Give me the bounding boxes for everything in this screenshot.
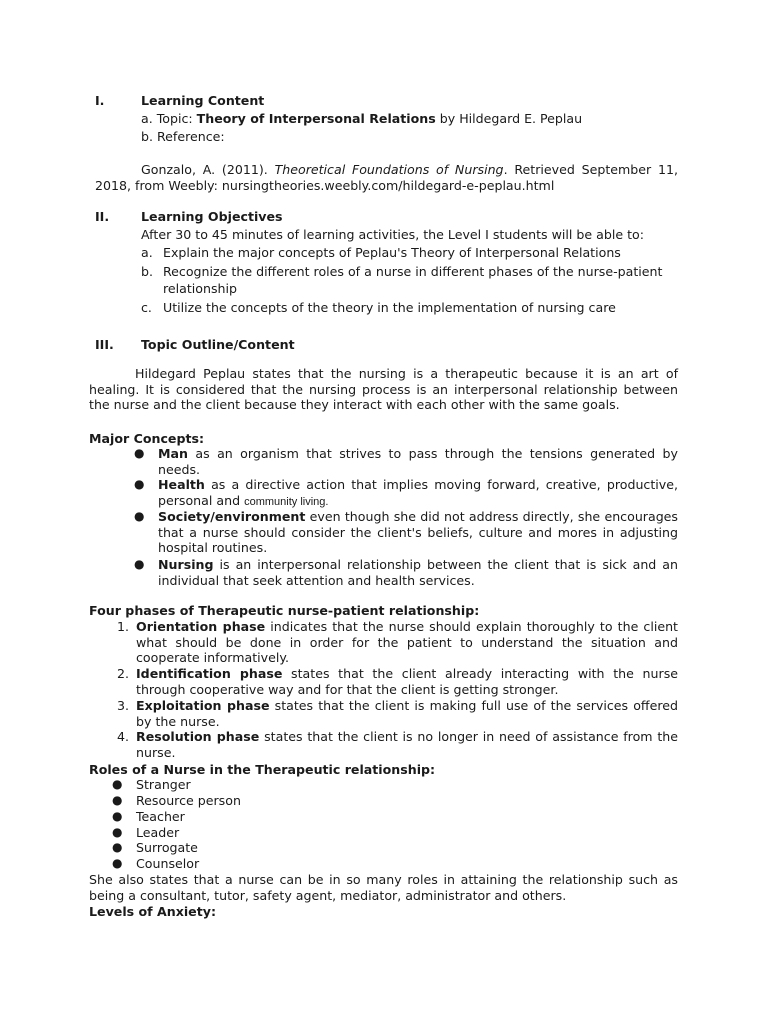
concept-health-small: community living.	[244, 495, 329, 508]
objective-b-text: Recognize the different roles of a nurse in different phases of the nurse-patient	[163, 264, 663, 279]
topic-line	[141, 111, 582, 127]
phase-resolution	[136, 729, 678, 760]
section-2-title: Learning Objectives	[141, 209, 283, 224]
bullet-icon: ●	[134, 477, 145, 491]
reference-rest: . Retrieved September 11,	[503, 162, 678, 177]
phases-heading: Four phases of Therapeutic nurse-patient relationship:	[89, 603, 480, 618]
phase-exploitation	[136, 698, 678, 729]
bullet-icon: ●	[112, 840, 123, 854]
concept-nursing-term: Nursing	[158, 557, 214, 572]
objective-b-marker: b.	[141, 264, 153, 279]
section-3-number: III.	[95, 337, 114, 352]
phase-orientation-text: indicates that the nurse should explain thoroughly to the client what should be done in order for the patient to understand the situation and cooperate informatively.	[136, 619, 678, 666]
reference-label: b. Reference:	[141, 129, 225, 144]
section-1-number: I.	[95, 93, 105, 108]
anxiety-heading: Levels of Anxiety:	[89, 904, 216, 919]
reference-title: Theoretical Foundations of Nursing	[274, 162, 504, 177]
phase-identification-text: states that the client already interacting with the nurse through cooperative way and for that the client is getting stronger.	[136, 666, 678, 697]
major-concepts-heading: Major Concepts:	[89, 431, 205, 446]
section-2-number: II.	[95, 209, 110, 224]
concept-society-text: even though she did not address directly, she encourages that a nurse should consider the client's beliefs, culture and mores in adjusting hospital routines.	[158, 509, 678, 556]
topic-label: a. Topic:	[141, 111, 197, 126]
concept-health	[158, 477, 678, 510]
objective-b-text-cont: relationship	[163, 281, 238, 296]
bullet-icon: ●	[134, 509, 145, 523]
topic-title: Theory of Interpersonal Relations	[196, 111, 436, 126]
objective-a-marker: a.	[141, 245, 153, 260]
phase-identification-term: Identification phase	[136, 666, 283, 681]
objective-c-text: Utilize the concepts of the theory in the implementation of nursing care	[163, 300, 616, 315]
phase-exploitation-term: Exploitation phase	[136, 698, 270, 713]
bullet-icon: ●	[112, 809, 123, 823]
reference-citation-line2	[95, 178, 554, 194]
phase-4-marker: 4.	[117, 729, 130, 744]
bullet-icon: ●	[112, 825, 123, 839]
concept-man	[158, 446, 678, 477]
phase-2-marker: 2.	[117, 666, 130, 681]
concept-nursing-text: is an interpersonal relationship between the client that is sick and an individual that seek attention and health services.	[158, 557, 678, 588]
role-resource-person: Resource person	[136, 793, 241, 808]
objective-a-text: Explain the major concepts of Peplau's Theory of Interpersonal Relations	[163, 245, 621, 260]
objectives-intro: After 30 to 45 minutes of learning activities, the Level I students will be able to:	[141, 227, 644, 242]
role-stranger: Stranger	[136, 777, 191, 792]
topic-author: by Hildegard E. Peplau	[435, 111, 583, 126]
reference-authors: Gonzalo, A. (2011).	[141, 162, 275, 177]
concept-health-text: as a directive action that implies moving forward, creative, productive, personal and	[158, 477, 678, 508]
role-counselor: Counselor	[136, 856, 200, 871]
bullet-icon: ●	[112, 777, 123, 791]
phase-3-marker: 3.	[117, 698, 130, 713]
phase-exploitation-text: states that the client is making full use of the services offered by the nurse.	[136, 698, 678, 729]
objective-c-marker: c.	[141, 300, 152, 315]
role-teacher: Teacher	[136, 809, 185, 824]
concept-man-text: as an organism that strives to pass through the tensions generated by needs.	[158, 446, 678, 477]
reference-citation-line1	[141, 162, 678, 178]
reference-link: 2018, from Weebly: nursingtheories.weebly.com/hildegard-e-peplau.html	[95, 178, 555, 193]
roles-heading: Roles of a Nurse in the Therapeutic relationship:	[89, 762, 436, 777]
phase-orientation-term: Orientation phase	[136, 619, 266, 634]
role-surrogate: Surrogate	[136, 840, 198, 855]
phase-resolution-term: Resolution phase	[136, 729, 260, 744]
concept-society	[158, 509, 678, 556]
bullet-icon: ●	[112, 793, 123, 807]
topic-intro-paragraph: Hildegard Peplau states that the nursing is a therapeutic because it is an art of healing. It is considered that the nursing process is an interpersonal relationship between the nurse and the client because they interact with each other with the same goals.	[89, 366, 678, 413]
phase-orientation	[136, 619, 678, 666]
phase-1-marker: 1.	[117, 619, 130, 634]
role-leader: Leader	[136, 825, 180, 840]
concept-man-term: Man	[158, 446, 188, 461]
phase-resolution-text: states that the client is no longer in need of assistance from the nurse.	[136, 729, 678, 760]
concept-health-term: Health	[158, 477, 205, 492]
phase-identification	[136, 666, 678, 697]
concept-society-term: Society/environment	[158, 509, 306, 524]
section-1-title: Learning Content	[141, 93, 265, 108]
bullet-icon: ●	[134, 557, 145, 571]
bullet-icon: ●	[112, 856, 123, 870]
roles-summary: She also states that a nurse can be in so many roles in attaining the relationship such as being a consultant, tutor, safety agent, mediator, administrator and others.	[89, 872, 678, 903]
concept-nursing	[158, 557, 678, 588]
bullet-icon: ●	[134, 446, 145, 460]
section-3-title: Topic Outline/Content	[141, 337, 295, 352]
